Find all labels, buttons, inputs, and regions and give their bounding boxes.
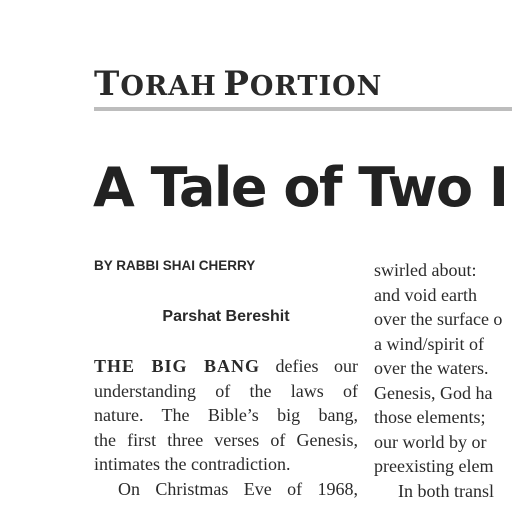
right-column: [374, 258, 512, 503]
section-title-initial-2: P: [223, 64, 250, 104]
body-line: our world by or: [374, 431, 487, 452]
left-column: [94, 258, 358, 499]
body-line: [94, 354, 358, 379]
body-line: understanding of the laws of: [94, 380, 358, 401]
section-title-rest-1: ORAH: [120, 71, 217, 102]
body-line: and void earth: [374, 284, 477, 305]
body-line: On Christmas Eve of 1968,: [118, 478, 358, 499]
body-line: over the waters.: [374, 358, 489, 378]
section-divider: [94, 107, 512, 111]
body-line: nature. The Bible’s big bang,: [94, 405, 358, 425]
body-line: intimates the contradiction.: [94, 454, 291, 474]
section-title-initial-1: T: [94, 64, 121, 104]
body-line: the first three verses of Genesis,: [94, 429, 358, 450]
body-line: those elements;: [374, 407, 486, 427]
body-line: swirled about:: [374, 260, 477, 280]
body-line: a wind/spirit of: [374, 333, 484, 354]
subhead: Parshat Bereshit: [162, 308, 290, 325]
article-headline: A Tale of Two I: [93, 156, 508, 219]
section-title: [94, 64, 382, 104]
body-line: over the surface o: [374, 309, 503, 329]
left-body-text: [94, 354, 358, 501]
body-line: preexisting elem: [374, 456, 494, 476]
byline: BY RABBI SHAI CHERRY: [94, 258, 256, 273]
body-line: In both transl: [398, 480, 494, 501]
section-title-rest-2: ORTION: [249, 71, 383, 102]
lead-in: THE BIG BANG: [94, 356, 261, 376]
body-line-text: defies our: [260, 356, 358, 376]
body-line: Genesis, God ha: [374, 382, 493, 403]
